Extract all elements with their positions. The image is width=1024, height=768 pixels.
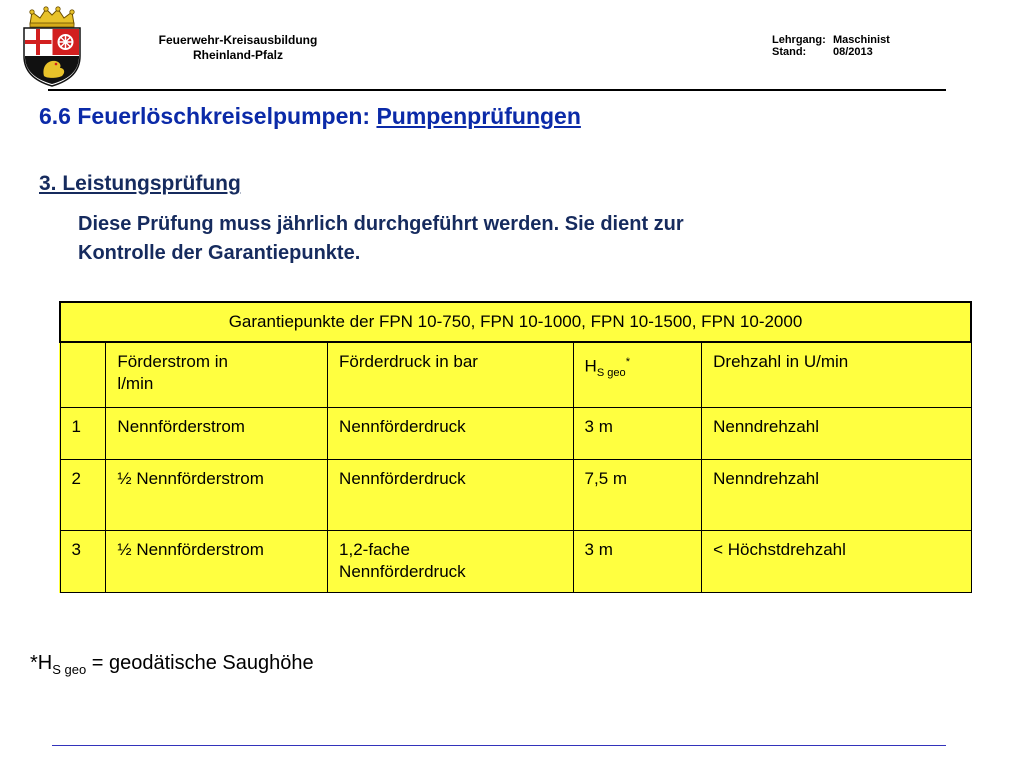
- crown-icon: [30, 7, 74, 27]
- header-height-sup: *: [625, 356, 631, 368]
- status-value: 08/2013: [833, 46, 873, 58]
- section-description: [78, 210, 908, 268]
- row-1-pressure: Nennförderdruck: [328, 407, 574, 459]
- footnote-prefix: *H: [30, 652, 53, 674]
- page-title-prefix: 6.6 Feuerlöschkreiselpumpen:: [39, 103, 377, 129]
- row-3-pressure-line-1: 1,2-fache: [339, 539, 410, 559]
- row-3-pressure-line-2: Nennförderdruck: [339, 561, 466, 581]
- table-caption: Garantiepunkte der FPN 10-750, FPN 10-1000, FPN 10-1500, FPN 10-2000: [60, 302, 971, 342]
- header-height-sub: S geo: [596, 367, 626, 380]
- pumpenpruefungen-link[interactable]: Pumpenprüfungen: [376, 103, 581, 129]
- organization-line-1: Feuerwehr-Kreisausbildung: [158, 33, 318, 47]
- table-header-row: [60, 342, 971, 407]
- row-3-flow: ½ Nennförderstrom: [106, 530, 328, 593]
- description-line-2: Kontrolle der Garantiepunkte.: [78, 242, 361, 264]
- coat-of-arms-icon: [16, 6, 88, 88]
- header-height-base: H: [584, 356, 597, 376]
- organization-name: [136, 33, 340, 63]
- row-3-speed: < Höchstdrehzahl: [702, 530, 971, 593]
- header-flow-line-2: l/min: [117, 374, 154, 393]
- header-cell-height: [573, 342, 702, 407]
- status-label: Stand:: [772, 46, 807, 58]
- page-title: [39, 103, 581, 130]
- course-info: [772, 34, 890, 58]
- header-cell-nr: [60, 342, 106, 407]
- course-label: Lehrgang:: [772, 34, 826, 46]
- row-2-pressure: Nennförderdruck: [328, 459, 574, 530]
- footnote-sub: S geo: [52, 662, 87, 677]
- table-caption-row: [60, 302, 971, 342]
- course-row: [772, 34, 890, 46]
- row-1-speed: Nenndrehzahl: [702, 407, 971, 459]
- header-cell-speed: Drehzahl in U/min: [702, 342, 971, 407]
- footnote-text: = geodätische Saughöhe: [86, 652, 314, 674]
- row-1-flow: Nennförderstrom: [106, 407, 328, 459]
- row-3-nr: 3: [60, 530, 106, 593]
- table-row: [60, 530, 971, 593]
- table-row: [60, 459, 971, 530]
- row-1-height: 3 m: [573, 407, 702, 459]
- row-2-speed: Nenndrehzahl: [702, 459, 971, 530]
- organization-line-2: Rheinland-Pfalz: [192, 48, 283, 62]
- header-flow-line-1: Förderstrom in: [117, 352, 228, 371]
- row-1-nr: 1: [60, 407, 106, 459]
- footnote: [30, 652, 314, 677]
- status-row: [772, 46, 890, 58]
- row-3-pressure: [328, 530, 574, 593]
- shield-icon: [24, 28, 80, 86]
- row-2-flow: ½ Nennförderstrom: [106, 459, 328, 530]
- description-line-1: Diese Prüfung muss jährlich durchgeführt werden. Sie dient zur: [78, 213, 684, 235]
- table-row: [60, 407, 971, 459]
- row-3-height: 3 m: [573, 530, 702, 593]
- header-cell-pressure: Förderdruck in bar: [328, 342, 574, 407]
- row-2-height: 7,5 m: [573, 459, 702, 530]
- guarantee-points-table: [59, 301, 972, 593]
- header-cell-flow: [106, 342, 328, 407]
- header-divider: [48, 89, 946, 91]
- section-heading: 3. Leistungsprüfung: [39, 172, 241, 195]
- row-2-nr: 2: [60, 459, 106, 530]
- footer-divider: [52, 745, 946, 746]
- course-value: Maschinist: [833, 34, 890, 46]
